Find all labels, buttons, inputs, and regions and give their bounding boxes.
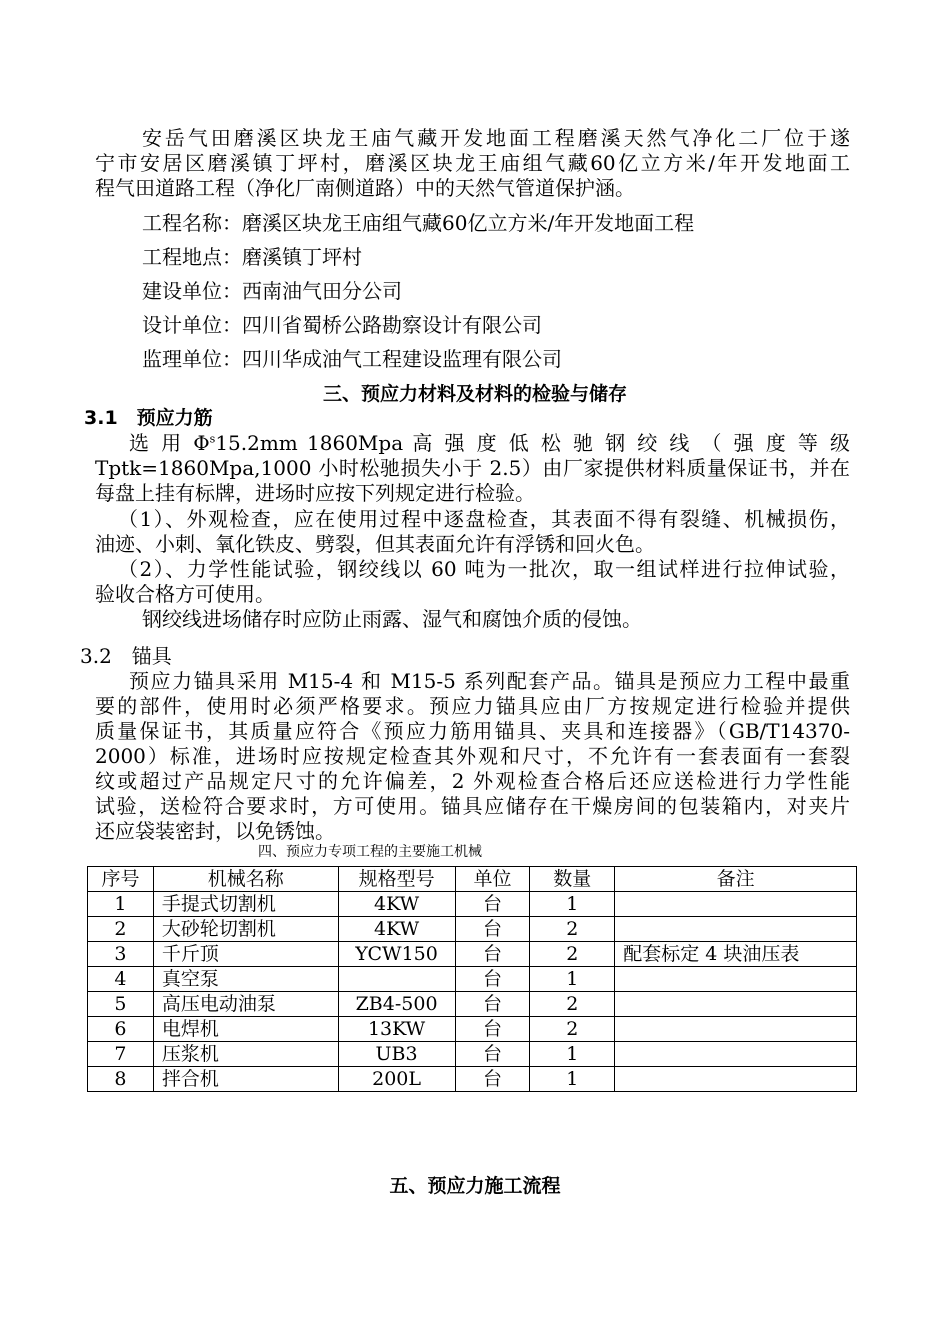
s31-para3-line1: （2）、力学性能试验，钢绞线以 60 吨为一批次，取一组试样进行拉伸试验， (118, 557, 850, 581)
header-index: 序号 (88, 867, 154, 892)
s31-para2-line1: （1）、外观检查，应在使用过程中逐盘检查，其表面不得有裂缝、机械损伤， (118, 507, 850, 531)
cell-quantity: 1 (530, 1042, 615, 1067)
cell-index: 1 (88, 892, 154, 917)
cell-quantity: 2 (530, 942, 615, 967)
header-machine-name: 机械名称 (153, 867, 338, 892)
project-supervisor: 监理单位：四川华成油气工程建设监理有限公司 (142, 347, 562, 371)
s31-para2-line2: 油迹、小刺、氧化铁皮、劈裂，但其表面允许有浮锈和回火色。 (95, 532, 655, 556)
cell-remark (615, 967, 857, 992)
cell-index: 8 (88, 1067, 154, 1092)
s31-para1-line1 (129, 431, 850, 455)
project-designer: 设计单位：四川省蜀桥公路勘察设计有限公司 (142, 313, 542, 337)
cell-index: 2 (88, 917, 154, 942)
s31-para1-text-b: 15.2mm 1860Mpa 高 强 度 低 松 驰 钢 绞 线 （ 强 度 等 级 (215, 431, 850, 455)
cell-remark (615, 992, 857, 1017)
cell-spec: UB3 (338, 1042, 455, 1067)
cell-machine-name: 压浆机 (153, 1042, 338, 1067)
cell-remark (615, 1017, 857, 1042)
s32-line-1: 预应力锚具采用 M15-4 和 M15-5 系列配套产品。锚具是预应力工程中最重 (129, 669, 850, 693)
header-remark: 备注 (615, 867, 857, 892)
cell-spec (338, 967, 455, 992)
s32-line-4: 2000）标准，进场时应按规定检查其外观和尺寸，不允许有一套表面有一套裂 (95, 744, 850, 768)
cell-index: 3 (88, 942, 154, 967)
cell-unit: 台 (455, 967, 530, 992)
cell-remark (615, 1067, 857, 1092)
project-location: 工程地点：磨溪镇丁坪村 (142, 245, 362, 269)
s32-line-2: 要的部件，使用时必须严格要求。预应力锚具应由厂方按规定进行检验并提供 (95, 694, 850, 718)
section-3-1-title: 3.1 预应力筋 (84, 407, 213, 429)
s31-para1-line3: 每盘上挂有标牌，进场时应按下列规定进行检验。 (95, 481, 535, 505)
table-row (88, 942, 857, 967)
s32-line-3: 质量保证书，其质量应符合《预应力筋用锚具、夹具和连接器》（GB/T14370- (95, 719, 850, 743)
cell-spec: 4KW (338, 892, 455, 917)
cell-machine-name: 手提式切割机 (153, 892, 338, 917)
intro-line-1: 安岳气田磨溪区块龙王庙气藏开发地面工程磨溪天然气净化二厂位于遂 (142, 126, 850, 150)
cell-spec: 200L (338, 1067, 455, 1092)
s31-para1-line2: Tptk=1860Mpa,1000 小时松驰损失小于 2.5）由厂家提供材料质量保证书，并在 (95, 456, 850, 480)
cell-index: 4 (88, 967, 154, 992)
cell-unit: 台 (455, 942, 530, 967)
cell-quantity: 1 (530, 892, 615, 917)
cell-quantity: 1 (530, 967, 615, 992)
section-3-title: 三、预应力材料及材料的检验与储存 (322, 383, 627, 405)
cell-spec: 13KW (338, 1017, 455, 1042)
cell-machine-name: 高压电动油泵 (153, 992, 338, 1017)
table-row (88, 1017, 857, 1042)
cell-unit: 台 (455, 892, 530, 917)
s31-para1-sup: s (209, 432, 216, 446)
cell-unit: 台 (455, 1017, 530, 1042)
s32-line-7: 还应袋装密封，以免锈蚀。 (95, 819, 335, 843)
cell-index: 7 (88, 1042, 154, 1067)
cell-spec: YCW150 (338, 942, 455, 967)
cell-machine-name: 千斤顶 (153, 942, 338, 967)
cell-spec: ZB4-500 (338, 992, 455, 1017)
cell-index: 5 (88, 992, 154, 1017)
cell-unit: 台 (455, 992, 530, 1017)
cell-machine-name: 真空泵 (153, 967, 338, 992)
header-quantity: 数量 (530, 867, 615, 892)
table-row (88, 1042, 857, 1067)
s31-para1-text-a: 选 用 Φ (129, 431, 210, 455)
cell-quantity: 2 (530, 992, 615, 1017)
s31-para3-line2: 验收合格方可使用。 (95, 582, 275, 606)
cell-unit: 台 (455, 1067, 530, 1092)
header-unit: 单位 (455, 867, 530, 892)
header-spec: 规格型号 (338, 867, 455, 892)
cell-unit: 台 (455, 1042, 530, 1067)
cell-machine-name: 大砂轮切割机 (153, 917, 338, 942)
project-name: 工程名称：磨溪区块龙王庙组气藏60亿立方米/年开发地面工程 (142, 211, 695, 235)
table-header-row (88, 867, 857, 892)
cell-remark (615, 892, 857, 917)
cell-remark: 配套标定 4 块油压表 (615, 942, 857, 967)
project-owner: 建设单位：西南油气田分公司 (142, 279, 402, 303)
section-5-title: 五、预应力施工流程 (389, 1175, 561, 1197)
cell-spec: 4KW (338, 917, 455, 942)
table-caption: 四、预应力专项工程的主要施工机械 (258, 844, 482, 860)
cell-index: 6 (88, 1017, 154, 1042)
table-row (88, 917, 857, 942)
table-row (88, 892, 857, 917)
section-3-2-title: 3.2 锚具 (80, 644, 172, 668)
intro-line-3: 程气田道路工程（净化厂南侧道路）中的天然气管道保护涵。 (95, 176, 635, 200)
cell-quantity: 2 (530, 917, 615, 942)
cell-machine-name: 拌合机 (153, 1067, 338, 1092)
s32-line-5: 纹或超过产品规定尺寸的允许偏差，2 外观检查合格后还应送检进行力学性能 (95, 769, 850, 793)
intro-line-2: 宁市安居区磨溪镇丁坪村，磨溪区块龙王庙组气藏60亿立方米/年开发地面工 (95, 151, 850, 175)
cell-quantity: 1 (530, 1067, 615, 1092)
table-row (88, 1067, 857, 1092)
cell-machine-name: 电焊机 (153, 1017, 338, 1042)
s32-line-6: 试验，送检符合要求时，方可使用。锚具应储存在干燥房间的包装箱内，对夹片 (95, 794, 850, 818)
cell-remark (615, 917, 857, 942)
cell-unit: 台 (455, 917, 530, 942)
s31-para4: 钢绞线进场储存时应防止雨露、湿气和腐蚀介质的侵蚀。 (142, 607, 642, 631)
cell-remark (615, 1042, 857, 1067)
cell-quantity: 2 (530, 1017, 615, 1042)
machinery-table (87, 866, 857, 1092)
table-row (88, 967, 857, 992)
table-row (88, 992, 857, 1017)
